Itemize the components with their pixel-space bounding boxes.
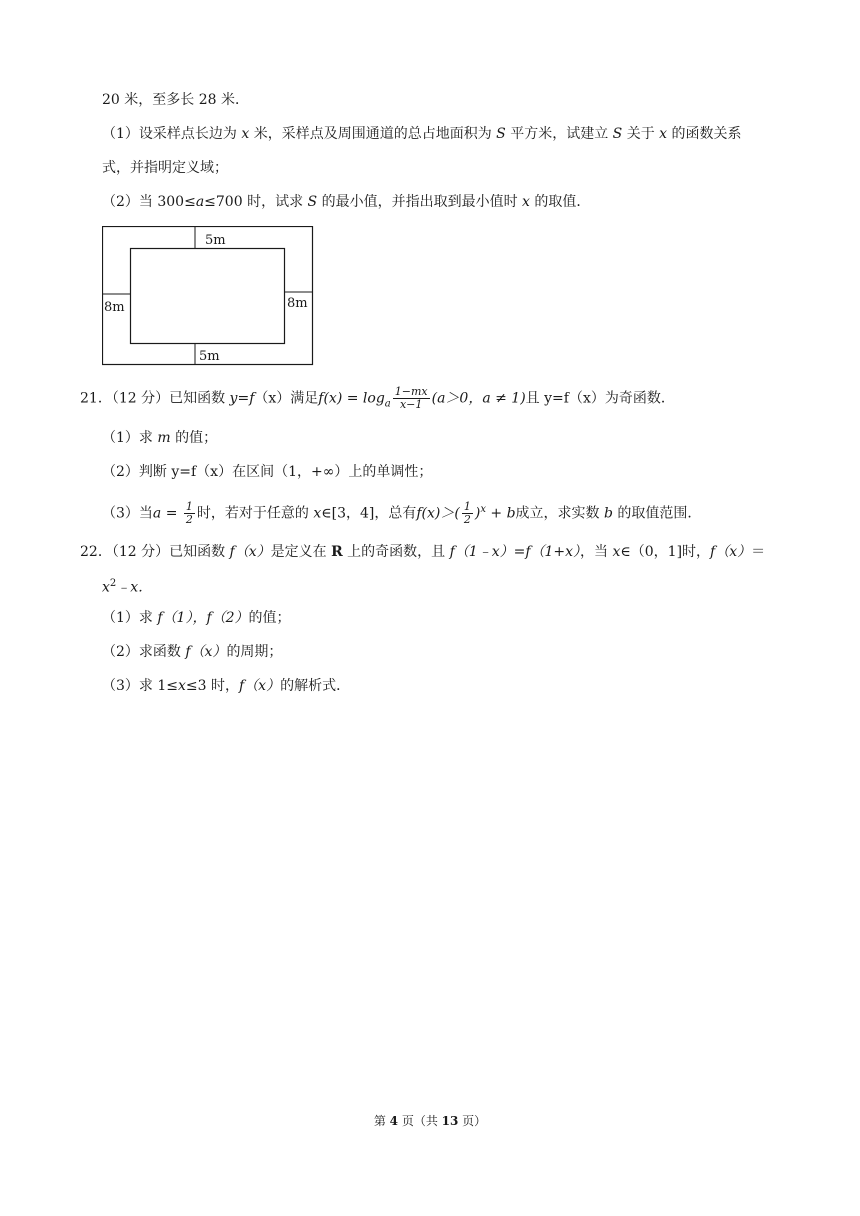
- inner-rect: [131, 249, 285, 344]
- left-width-label: 8m: [104, 300, 125, 315]
- p21-heading: 21．（12 分）已知函数 y=f（x）满足$f(x) = \log_a$ $\frac{1-mx}{x-1}$ (a＞0，a ≠ 1)且 y=f（x）为奇函数．: [80, 385, 675, 411]
- bottom-width-label: 5m: [199, 349, 220, 364]
- current-page-number: 4: [389, 1114, 398, 1128]
- total-page-count: 13: [441, 1114, 459, 1128]
- p20-question-2: （2）当 300≤a≤700 时，试求 S 的最小值，并指出取到最小值时 x 的取值．: [102, 194, 591, 210]
- p20-continuation: 20 米，至多长 28 米．: [102, 92, 249, 108]
- p22-subquestion-1: （1）求 f（1），f（2）的值；: [102, 610, 291, 626]
- p21-formula-lhs: f(x) = log: [318, 390, 385, 407]
- p21-subquestion-1: （1）求 m 的值；: [102, 430, 218, 446]
- p21-formula-fraction: $\frac{1-mx}{x-1}$: [394, 385, 428, 411]
- p20-question-1: （1）设采样点长边为 x 米，采样点及周围通道的总占地面积为 S 平方米，试建立 S 关于 x 的函数关系: [102, 126, 742, 142]
- p22-heading: 22．（12 分）已知函数 f（x）是定义在 R 上的奇函数，且 f（1﹣x）=f（1+x），当 x∈（0，1]时，f（x）＝: [80, 544, 766, 560]
- p22-heading-cont: $x^2﹣x$．: [102, 578, 153, 596]
- p21-half-fraction-2: $\frac{1}{2}$: [463, 500, 471, 527]
- p21-half-fraction: $\frac{1}{2}$: [185, 500, 193, 527]
- p22-subquestion-3: （3）求 1≤x≤3 时，f（x）的解析式．: [102, 678, 351, 694]
- sampling-site-diagram: [102, 226, 314, 366]
- p21-subquestion-3: （3）当a = $\frac{1}{2}$ 时，若对于任意的 x∈[3，4]，总有f(x)＞( $\frac{1}{2}$ )$^x$ + b成立，求实数 b 的取值范围．: [102, 500, 702, 527]
- p22-subquestion-2: （2）求函数 f（x）的周期；: [102, 644, 283, 660]
- p21-subquestion-2: （2）判断 y=f（x）在区间（1，+∞）上的单调性；: [102, 464, 433, 480]
- page-footer: 第 4 页（共 13 页）: [373, 1114, 487, 1128]
- p20-question-1-cont: 式，并指明定义域；: [102, 160, 228, 176]
- top-width-label: 5m: [205, 233, 226, 248]
- right-width-label: 8m: [287, 296, 308, 311]
